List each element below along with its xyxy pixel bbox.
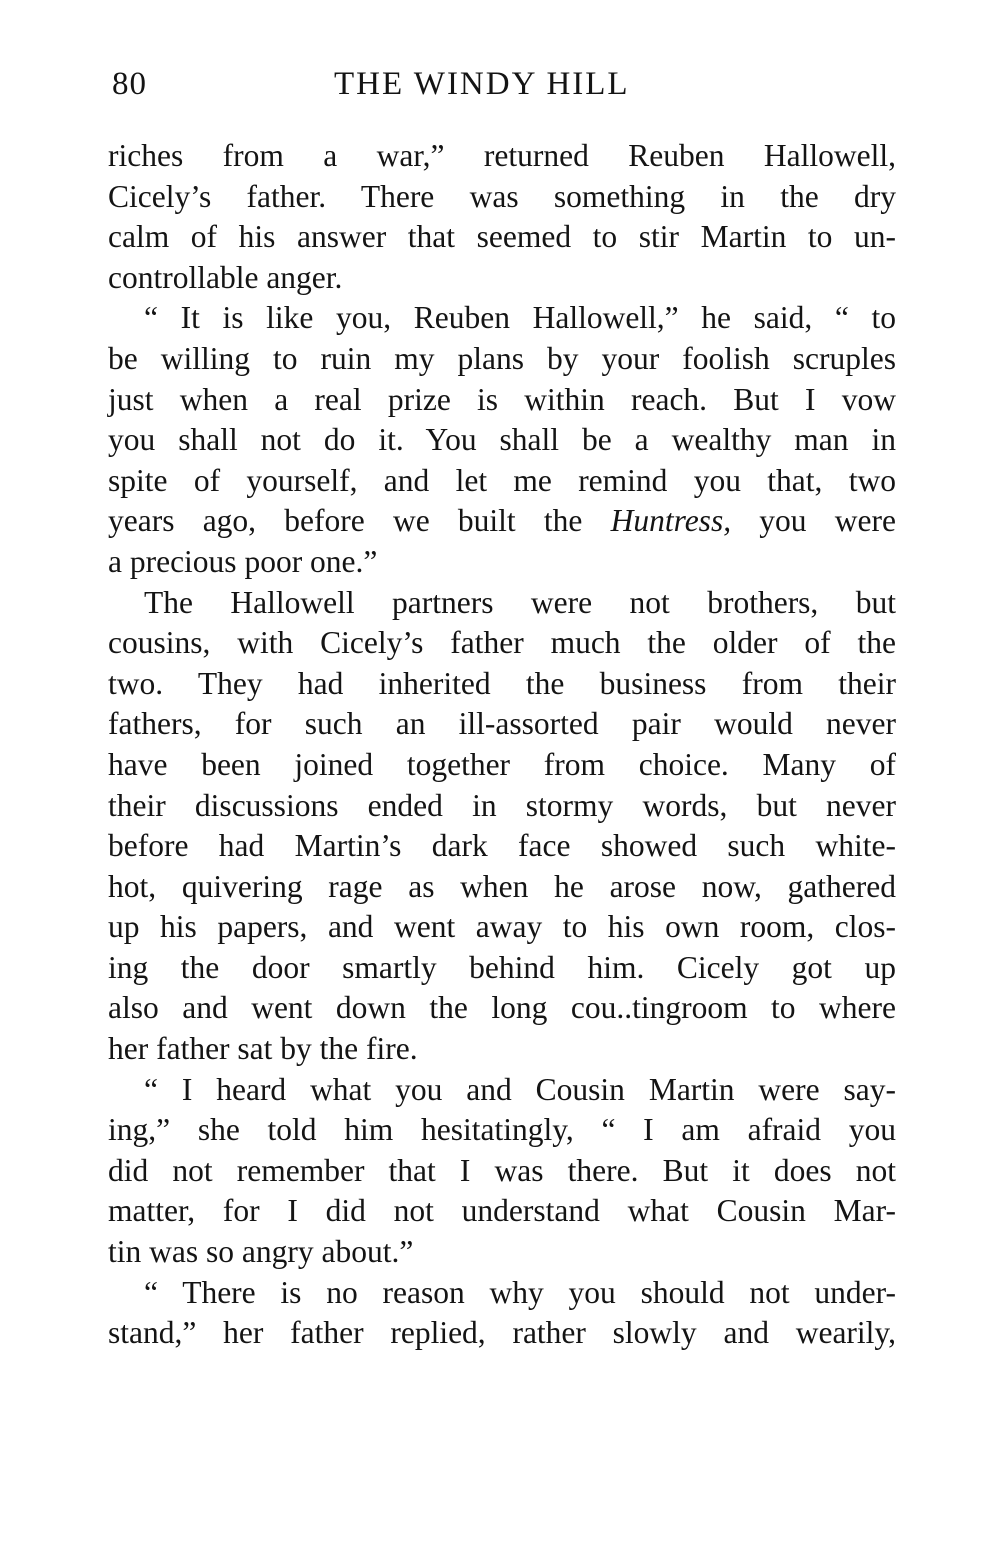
text-line: spite of yourself, and let me remind you that, two <box>108 462 896 498</box>
body-text <box>108 136 896 1354</box>
text-line: also and went down the long cou..tingroom to where <box>108 990 896 1026</box>
text-segment: years ago, before we built the <box>108 503 611 539</box>
text-line: up his papers, and went away to his own room, clos- <box>108 909 896 945</box>
text-line: “ I heard what you and Cousin Martin were say- <box>144 1071 896 1107</box>
text-line: be willing to ruin my plans by your foolish scruples <box>108 340 896 376</box>
running-head: THE WINDY HILL <box>334 66 630 102</box>
text-line: riches from a war,” returned Reuben Hallowell, <box>108 138 896 173</box>
text-line: tin was so angry about.” <box>108 1234 414 1270</box>
text-line: have been joined together from choice. Many of <box>108 746 896 782</box>
text-line: calm of his answer that seemed to stir Martin to un- <box>108 219 896 255</box>
text-line: before had Martin’s dark face showed such white- <box>108 828 896 864</box>
text-line: their discussions ended in stormy words, but never <box>108 787 896 823</box>
text-line: ing the door smartly behind him. Cicely got up <box>108 949 896 985</box>
text-line: you shall not do it. You shall be a wealthy man in <box>108 422 896 458</box>
text-segment: you were <box>731 503 896 539</box>
text-line: a precious poor one.” <box>108 543 378 579</box>
text-line: two. They had inherited the business from their <box>108 665 896 701</box>
text-line: “ It is like you, Reuben Hallowell,” he said, “ to <box>144 300 896 336</box>
text-line: fathers, for such an ill-assorted pair would never <box>108 706 896 742</box>
page-header <box>112 66 902 116</box>
text-line: her father sat by the fire. <box>108 1031 418 1067</box>
text-line: hot, quivering rage as when he arose now, gathered <box>108 868 896 904</box>
page-number: 80 <box>112 66 147 102</box>
text-line: matter, for I did not understand what Cousin Mar- <box>108 1193 896 1229</box>
text-line: ing,” she told him hesitatingly, “ I am afraid you <box>108 1112 896 1148</box>
text-line: cousins, with Cicely’s father much the older of the <box>108 625 896 661</box>
text-line: “ There is no reason why you should not under- <box>144 1274 896 1310</box>
italic-ship-name: Huntress, <box>610 503 732 539</box>
text-line: just when a real prize is within reach. But I vow <box>108 381 896 417</box>
text-line: Cicely’s father. There was something in the dry <box>108 178 896 214</box>
text-line: The Hallowell partners were not brothers, but <box>144 584 896 620</box>
text-line-with-italic <box>108 501 896 542</box>
text-line: controllable anger. <box>108 259 343 295</box>
text-line: did not remember that I was there. But it does not <box>108 1152 896 1188</box>
text-line: stand,” her father replied, rather slowly and wearily, <box>108 1315 896 1351</box>
